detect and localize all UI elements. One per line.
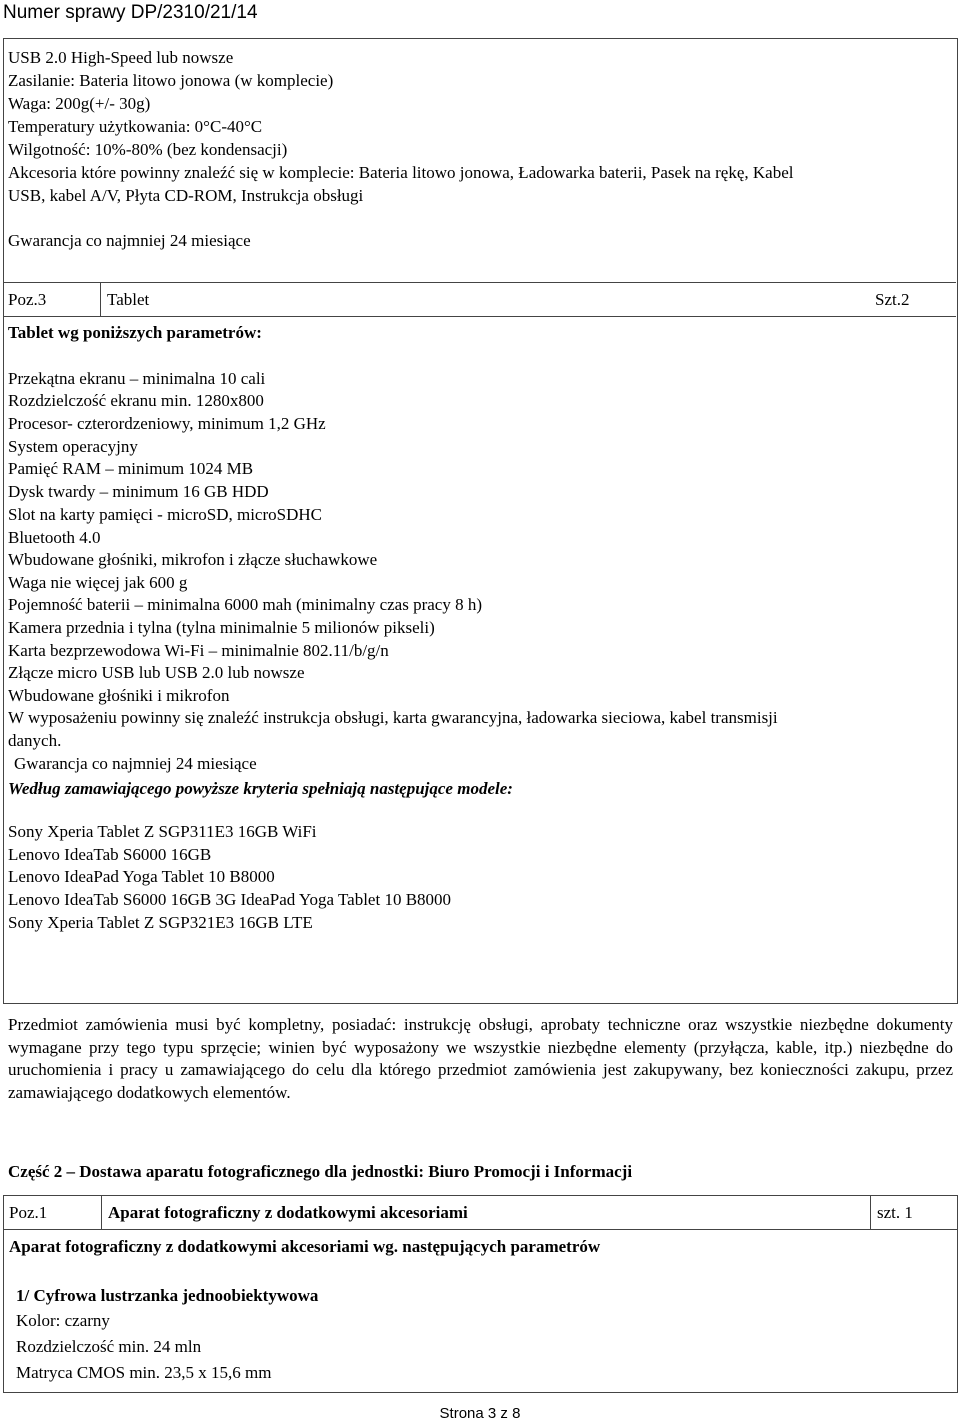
param-line: Kolor: czarny <box>16 1311 110 1330</box>
param-line: Karta bezprzewodowa Wi-Fi – minimalnie 802.11/b/g/n <box>8 641 389 660</box>
column-divider <box>870 1196 871 1229</box>
param-line: Wbudowane głośniki i mikrofon <box>8 686 230 705</box>
param-line: Dysk twardy – minimum 16 GB HDD <box>8 482 269 501</box>
param-line: Rozdzielczość ekranu min. 1280x800 <box>8 391 264 410</box>
part2-title: Część 2 – Dostawa aparatu fotograficznego dla jednostki: Biuro Promocji i Informacji <box>8 1162 633 1181</box>
model-line: Sony Xperia Tablet Z SGP321E3 16GB LTE <box>8 913 313 932</box>
item-row-poz1 <box>4 1196 957 1230</box>
page-number: Strona 3 z 8 <box>439 1405 521 1422</box>
item-heading: Tablet wg poniższych parametrów: <box>8 323 262 342</box>
param-line: Waga nie więcej jak 600 g <box>8 573 188 592</box>
spec-line: Wilgotność: 10%-80% (bez kondensacji) <box>8 140 288 159</box>
item-position: Poz.3 <box>8 290 47 309</box>
item-name: Aparat fotograficzny z dodatkowymi akcesoriami <box>108 1203 468 1222</box>
item-quantity: Szt.2 <box>875 290 910 309</box>
spec-line: USB 2.0 High-Speed lub nowsze <box>8 48 234 67</box>
model-line: Lenovo IdeaTab S6000 16GB <box>8 845 212 864</box>
param-line: Pojemność baterii – minimalna 6000 mah (minimalny czas pracy 8 h) <box>8 595 482 614</box>
param-line: Przekątna ekranu – minimalna 10 cali <box>8 369 266 388</box>
spec-line: Zasilanie: Bateria litowo jonowa (w komplecie) <box>8 71 334 90</box>
param-line: Wbudowane głośniki, mikrofon i złącze słuchawkowe <box>8 550 378 569</box>
item-name: Tablet <box>107 290 150 309</box>
spec-line: Temperatury użytkowania: 0°C-40°C <box>8 117 263 136</box>
param-line: danych. <box>8 731 62 750</box>
spec-table-box <box>3 1195 958 1393</box>
param-line: Slot na karty pamięci - microSD, microSDHC <box>8 505 322 524</box>
param-line: W wyposażeniu powinny się znaleźć instrukcja obsługi, karta gwarancyjna, ładowarka sieciowa, kabel transmisji <box>8 708 778 727</box>
param-line: Procesor- czterordzeniowy, minimum 1,2 GHz <box>8 414 326 433</box>
spec-line: Akcesoria które powinny znaleźć się w komplecie: Bateria litowo jonowa, Ładowarka baterii, Pasek na rękę, Kabel <box>8 163 794 182</box>
param-line: Rozdzielczość min. 24 mln <box>16 1337 202 1356</box>
completeness-paragraph: Przedmiot zamówienia musi być kompletny, posiadać: instrukcję obsługi, aprobaty techniczne oraz wszystkie niezbędne dokumenty wymagane przy tego typu sprzęcie; winien być wyposażony we wszystkie niezbędne elementy (przyłącza, kable, itp.) niezbędne do uruchomienia i pracy u zamawiającego do celu dla którego przedmiot zamówienia jest zakupywany, bez konieczności zakupu, przez zamawiającego dodatkowych elementów. <box>8 1015 953 1102</box>
item-heading: Aparat fotograficzny z dodatkowymi akcesoriami wg. następujących parametrów <box>9 1237 601 1256</box>
warranty-text: Gwarancja co najmniej 24 miesiące <box>14 754 257 773</box>
param-line: Bluetooth 4.0 <box>8 528 101 547</box>
spec-line: USB, kabel A/V, Płyta CD-ROM, Instrukcja obsługi <box>8 186 364 205</box>
param-line: System operacyjny <box>8 437 138 456</box>
model-line: Lenovo IdeaPad Yoga Tablet 10 B8000 <box>8 867 275 886</box>
models-heading: Według zamawiającego powyższe kryteria spełniają następujące modele: <box>8 779 513 798</box>
column-divider <box>100 283 101 316</box>
param-line: Kamera przednia i tylna (tylna minimalnie 5 milionów pikseli) <box>8 618 435 637</box>
model-line: Sony Xperia Tablet Z SGP311E3 16GB WiFi <box>8 822 317 841</box>
model-line: Lenovo IdeaTab S6000 16GB 3G IdeaPad Yoga Tablet 10 B8000 <box>8 890 452 909</box>
column-divider <box>101 1196 102 1229</box>
item-row-poz3 <box>3 282 956 317</box>
item-quantity: szt. 1 <box>877 1203 913 1222</box>
spec-line: Waga: 200g(+/- 30g) <box>8 94 151 113</box>
case-number: Numer sprawy DP/2310/21/14 <box>3 2 258 23</box>
item-subheading: 1/ Cyfrowa lustrzanka jednoobiektywowa <box>16 1286 319 1305</box>
item-position: Poz.1 <box>9 1203 48 1222</box>
warranty-text: Gwarancja co najmniej 24 miesiące <box>8 231 251 250</box>
param-line: Matryca CMOS min. 23,5 x 15,6 mm <box>16 1363 272 1382</box>
param-line: Złącze micro USB lub USB 2.0 lub nowsze <box>8 663 305 682</box>
param-line: Pamięć RAM – minimum 1024 MB <box>8 459 254 478</box>
